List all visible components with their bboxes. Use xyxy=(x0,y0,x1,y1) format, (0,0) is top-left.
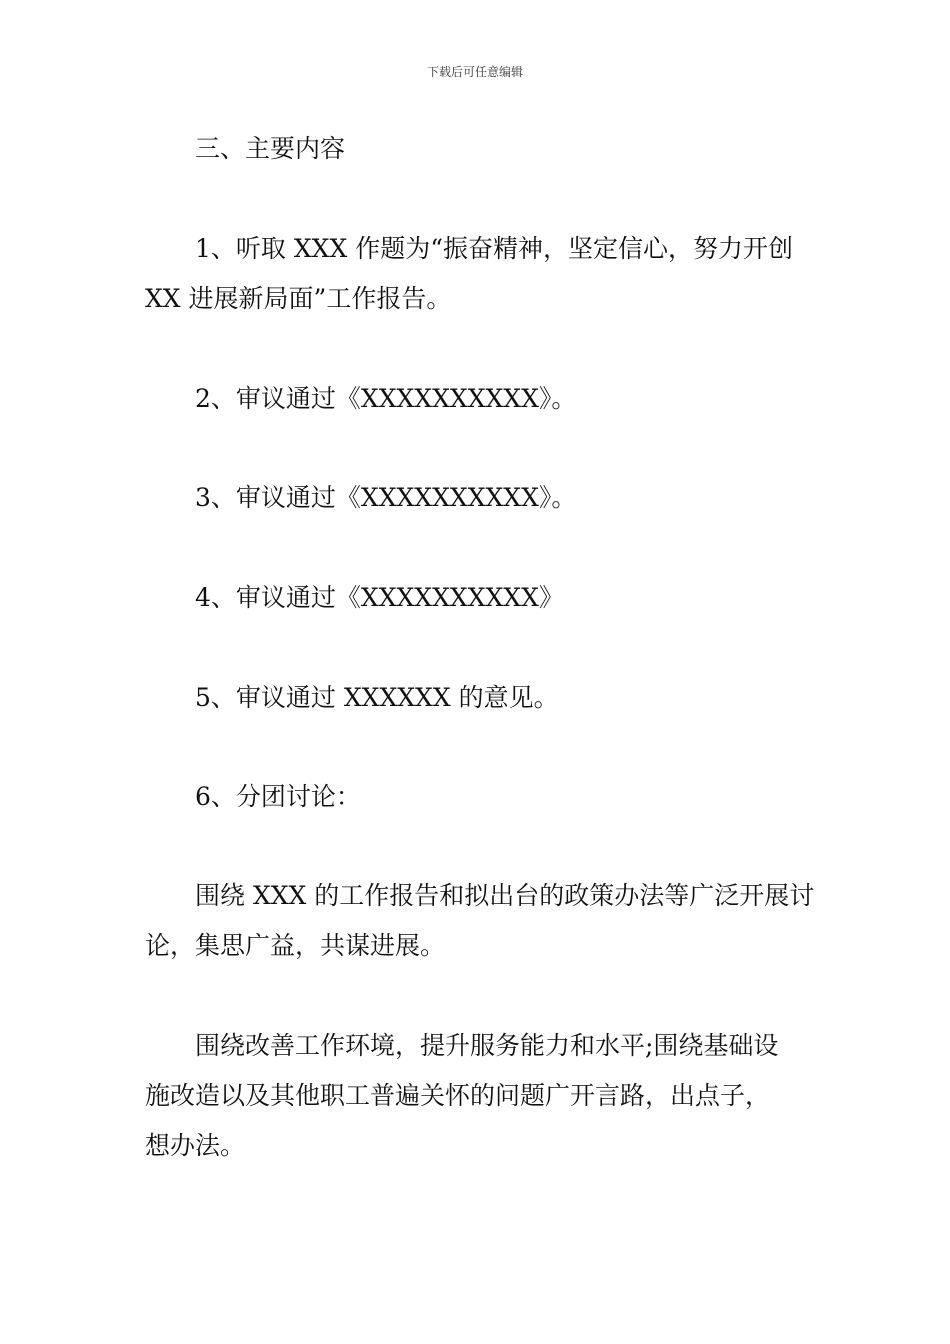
list-item-6-text: 6、分团讨论： xyxy=(195,782,361,811)
list-item-4-text: 4、审议通过《XXXXXXXXXX》 xyxy=(195,583,564,612)
list-item-1-line-1: 1、听取 XXX 作题为“振奋精神，坚定信心，努力开创 xyxy=(195,234,793,263)
page-header: 下载后可任意编辑 xyxy=(426,65,523,79)
list-item-2 xyxy=(145,374,813,424)
list-item-3 xyxy=(145,473,813,523)
list-item-1 xyxy=(145,224,813,324)
paragraph-1-line-1: 围绕 XXX 的工作报告和拟出台的政策办法等广泛开展讨 xyxy=(195,881,815,910)
paragraph-1-line-2: 论，集思广益，共谋进展。 xyxy=(145,931,446,960)
list-item-1-line-2: XX 进展新局面”工作报告。 xyxy=(145,284,452,313)
paragraph-2-line-2: 施改造以及其他职工普遍关怀的问题广开言路，出点子， xyxy=(145,1081,771,1110)
list-item-6 xyxy=(145,772,813,822)
section-heading xyxy=(145,124,813,174)
list-item-3-text: 3、审议通过《XXXXXXXXXX》。 xyxy=(195,483,577,512)
paragraph-2-line-3: 想办法。 xyxy=(145,1131,246,1160)
list-item-5 xyxy=(145,673,813,723)
list-item-5-text: 5、审议通过 XXXXXX 的意见。 xyxy=(195,683,559,712)
list-item-2-text: 2、审议通过《XXXXXXXXXX》。 xyxy=(195,384,577,413)
list-item-4 xyxy=(145,573,813,623)
paragraph-2 xyxy=(145,1021,813,1171)
paragraph-2-line-1: 围绕改善工作环境，提升服务能力和水平;围绕基础设 xyxy=(195,1031,779,1060)
paragraph-1 xyxy=(145,871,813,971)
section-heading-text: 三、主要内容 xyxy=(195,134,346,163)
